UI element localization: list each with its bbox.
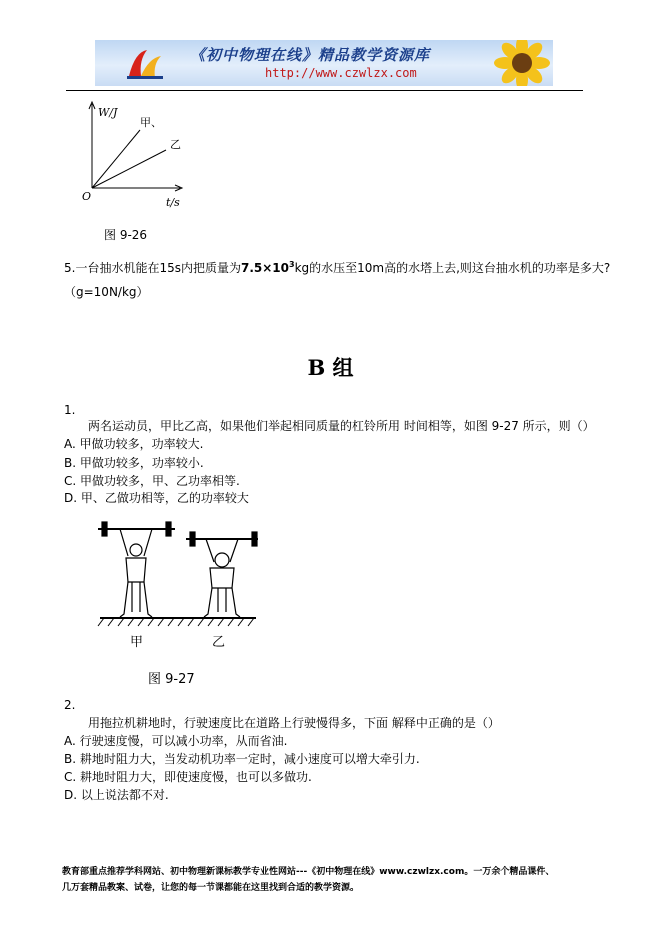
- header-banner: [95, 40, 553, 86]
- label-jia: 甲: [130, 635, 144, 650]
- lifter-yi: [186, 532, 258, 617]
- question-2-option-a: A. 行驶速度慢，可以减小功率，从而省油.: [64, 734, 288, 748]
- figure-9-27-caption: 图 9-27: [148, 672, 195, 687]
- lifter-jia: [98, 522, 175, 617]
- question-1-number: 1.: [64, 403, 76, 417]
- footer-line-2: 几万套精品教案、试卷，让您的每一节课都能在这里找到合适的教学资源。: [62, 883, 360, 893]
- line-jia: [92, 130, 140, 188]
- question-5: 5.一台抽水机能在15s内把质量为$7.5\times 10^3kg$的水压至10m高的水塔上去,则这台抽水机的功率是多大?: [64, 260, 611, 275]
- question-2-number: 2.: [64, 698, 76, 712]
- line-yi-label: 乙: [170, 138, 181, 151]
- question-2-option-c: C. 耕地时阻力大，即使速度慢，也可以多做功.: [64, 770, 312, 784]
- question-1-option-c: C. 甲做功较多，甲、乙功率相等.: [64, 474, 240, 488]
- question-2-option-b: B. 耕地时阻力大，当发动机功率一定时，减小速度可以增大牵引力.: [64, 752, 420, 766]
- figure-9-26-caption: 图 9-26: [104, 228, 148, 242]
- banner-url[interactable]: http://www.czwlzx.com: [265, 66, 417, 80]
- question-1-option-d: D. 甲、乙做功相等，乙的功率较大: [64, 491, 249, 505]
- label-yi: 乙: [212, 635, 226, 650]
- header-divider: [66, 90, 583, 91]
- group-b-title: B 组: [307, 355, 354, 380]
- y-axis-label: W/J: [98, 106, 118, 119]
- figure-9-27-weightlifters: [96, 516, 258, 656]
- question-2-option-d: D. 以上说法都不对.: [64, 788, 169, 802]
- sunflower-icon: [490, 40, 553, 86]
- x-axis-label: t/s: [166, 196, 180, 209]
- figure-9-26-graph: [78, 100, 188, 215]
- footer-line-1: 教育部重点推荐学科网站、初中物理新课标教学专业性网站---《初中物理在线》www.czwlzx.com。一万余个精品课件、: [62, 867, 555, 877]
- origin-label: O: [82, 190, 92, 203]
- banner-title: 《初中物理在线》精品教学资源库: [190, 46, 431, 64]
- site-logo-icon: [125, 46, 165, 82]
- line-yi: [92, 150, 166, 188]
- line-jia-label: 甲、: [140, 116, 162, 129]
- question-2-stem: 用拖拉机耕地时，行驶速度比在道路上行驶慢得多，下面 解释中正确的是（）: [88, 716, 500, 730]
- question-5-note: （g=10N/kg）: [64, 285, 149, 299]
- question-1-option-b: B. 甲做功较多，功率较小.: [64, 456, 204, 470]
- question-1-option-a: A. 甲做功较多，功率较大.: [64, 437, 204, 451]
- question-1-stem: 两名运动员，甲比乙高，如果他们举起相同质量的杠铃所用 时间相等，如图 9-27 所示，则（）: [88, 419, 595, 433]
